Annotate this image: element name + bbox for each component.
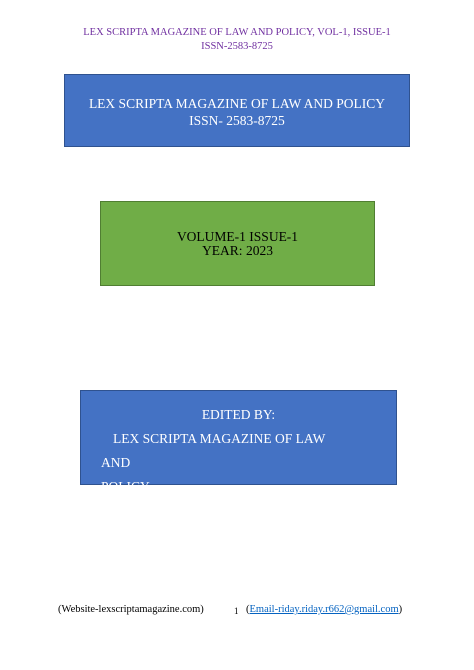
email-open-paren: (	[246, 604, 250, 615]
title-box	[64, 74, 410, 147]
volume-year: YEAR: 2023	[202, 243, 273, 258]
page-header	[0, 26, 474, 54]
magazine-issn: ISSN- 2583-8725	[189, 113, 285, 128]
page-number: 1	[234, 606, 239, 616]
editor-box	[80, 390, 397, 494]
editor-name-line2: POLICY	[101, 479, 150, 494]
email-link[interactable]: Email-riday.riday.r662@gmail.com	[249, 604, 399, 615]
volume-box	[100, 201, 375, 286]
editor-name-line1: LEX SCRIPTA MAGAZINE OF LAW AND	[101, 431, 326, 470]
magazine-title: LEX SCRIPTA MAGAZINE OF LAW AND POLICY	[88, 96, 386, 111]
editor-label: EDITED BY:	[201, 407, 276, 422]
editor-name	[81, 427, 396, 499]
volume-issue: VOLUME-1 ISSUE-1	[176, 229, 299, 244]
footer-email	[246, 603, 402, 617]
header-line-issn: ISSN-2583-8725	[201, 41, 273, 52]
email-close-paren: )	[398, 604, 403, 615]
header-line-title: LEX SCRIPTA MAGAZINE OF LAW AND POLICY, VOL-1, ISSUE-1	[83, 27, 391, 38]
footer-website: (Website-lexscriptamagazine.com)	[58, 604, 204, 615]
